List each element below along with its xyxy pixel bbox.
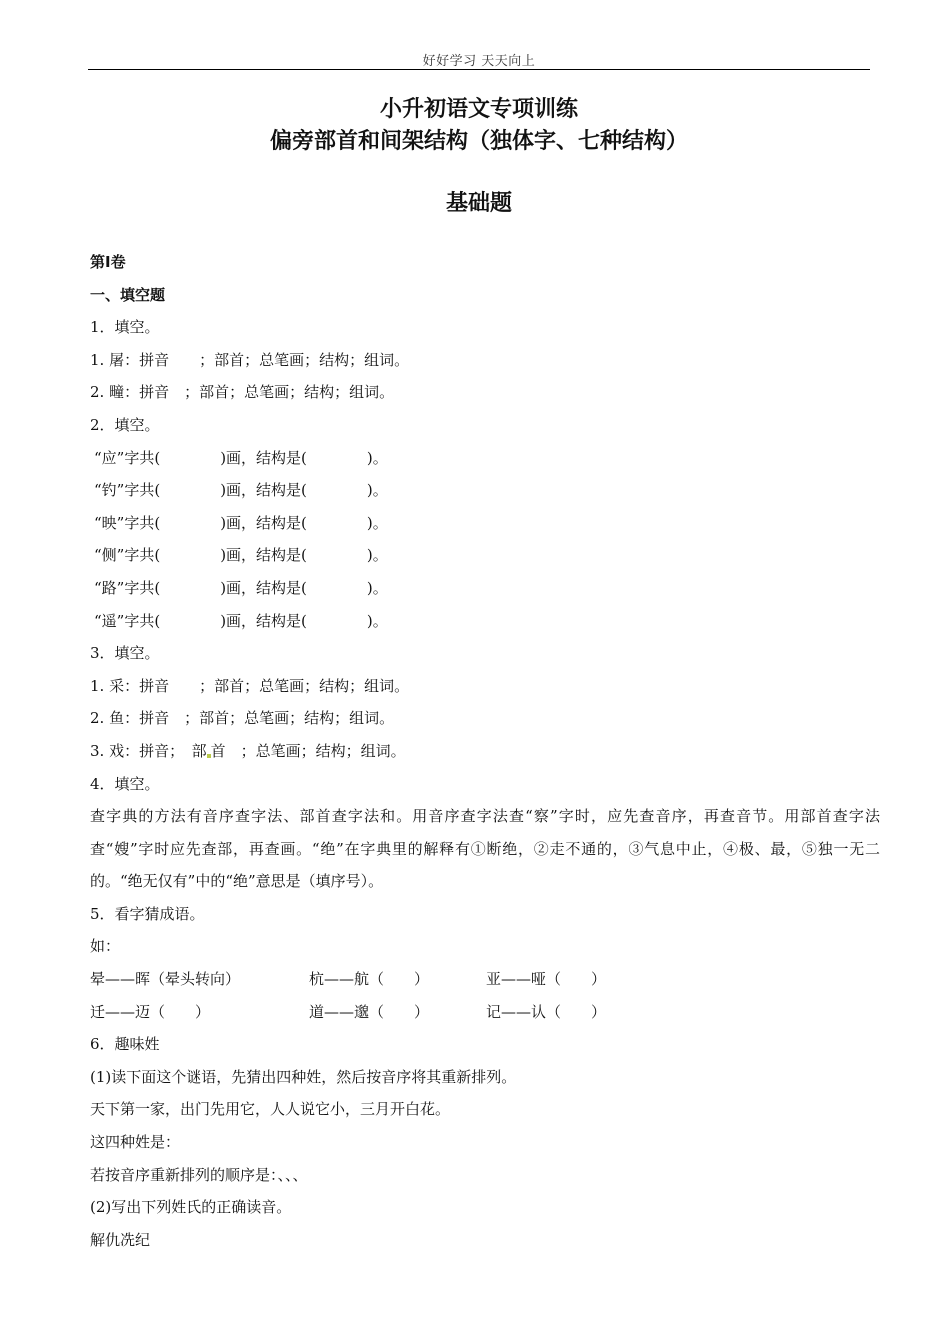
- riddle-text: 天下第一家，出门先用它，人人说它小，三月开白花。: [90, 1100, 451, 1119]
- volume-label: 第I卷: [90, 253, 126, 271]
- question-6-heading: 6．趣味姓: [90, 1035, 160, 1054]
- question-2-item: “遥”字共( )画，结构是( )。: [94, 611, 388, 630]
- section-title: 基础题: [445, 191, 512, 216]
- header-rule: [88, 69, 870, 70]
- surname-list: 解仇冼纪: [90, 1230, 151, 1249]
- document-subtitle: 偏旁部首和间架结构（独体字、七种结构）: [269, 129, 688, 154]
- question-4-heading: 4．填空。: [90, 774, 160, 793]
- idiom-cell: 杭——航（ ）: [309, 970, 430, 989]
- question-3-item: [90, 735, 880, 768]
- question-1-heading: 1．填空。: [90, 318, 160, 337]
- question-1-item: 1. 屠：拼音 ；部首；总笔画；结构；组词。: [90, 350, 410, 369]
- question-2-item: “钓”字共( )画，结构是( )。: [94, 481, 388, 500]
- question-6-part-2: (2)写出下列姓氏的正确读音。: [90, 1198, 292, 1217]
- question-3-item-part-a: 3. 戏：拼音； 部: [90, 741, 207, 760]
- idiom-cell: 记——认（ ）: [486, 1002, 607, 1021]
- example-label: 如：: [90, 937, 121, 956]
- question-3-item-part-b: 首 ；总笔画；结构；组词。: [210, 741, 406, 760]
- question-4-paragraph: 查字典的方法有音序查字法、部首查字法和。用音序查字法查“察”字时，应先查音序，再查音节。用部首查字法查“嫂”字时应先查部，再查画。“绝”在字典里的解释有①断绝，②走不通的，③气息中止，④极、最，⑤独一无二的。“绝无仅有”中的“绝”意思是（填序号）。: [90, 807, 880, 891]
- question-2-item: “映”字共( )画，结构是( )。: [94, 513, 388, 532]
- question-1-item: 2. 疃：拼音 ；部首；总笔画；结构；组词。: [90, 383, 395, 402]
- question-content: [90, 246, 880, 1256]
- idiom-cell: 亚——哑（ ）: [486, 970, 607, 989]
- question-3-item: 1. 采：拼音 ；部首；总笔画；结构；组词。: [90, 676, 410, 695]
- document-title: 小升初语文专项训练: [379, 97, 578, 122]
- question-2-item: “路”字共( )画，结构是( )。: [94, 578, 388, 597]
- question-6-part-1: (1)读下面这个谜语，先猜出四种姓，然后按音序将其重新排列。: [90, 1067, 517, 1086]
- page-header: 好好学习 天天向上: [422, 54, 536, 69]
- answer-prompt: 这四种姓是：: [90, 1133, 181, 1152]
- answer-prompt: 若按音序重新排列的顺序是：、、、: [90, 1165, 308, 1184]
- idiom-cell: 晕——晖（晕头转向）: [90, 970, 241, 989]
- question-2-item: “侧”字共( )画，结构是( )。: [94, 546, 388, 565]
- question-3-item: 2. 鱼：拼音 ；部首；总笔画；结构；组词。: [90, 709, 395, 728]
- question-3-heading: 3．填空。: [90, 644, 160, 663]
- question-2-heading: 2．填空。: [90, 415, 160, 434]
- idiom-cell: 道——邈（ ）: [309, 1002, 430, 1021]
- idiom-row: [90, 963, 880, 996]
- idiom-row: [90, 996, 880, 1029]
- part-heading: 一、填空题: [90, 285, 166, 304]
- question-2-item: “应”字共( )画，结构是( )。: [94, 448, 388, 467]
- question-5-heading: 5．看字猜成语。: [90, 904, 205, 923]
- idiom-cell: 迁——迈（ ）: [90, 1002, 211, 1021]
